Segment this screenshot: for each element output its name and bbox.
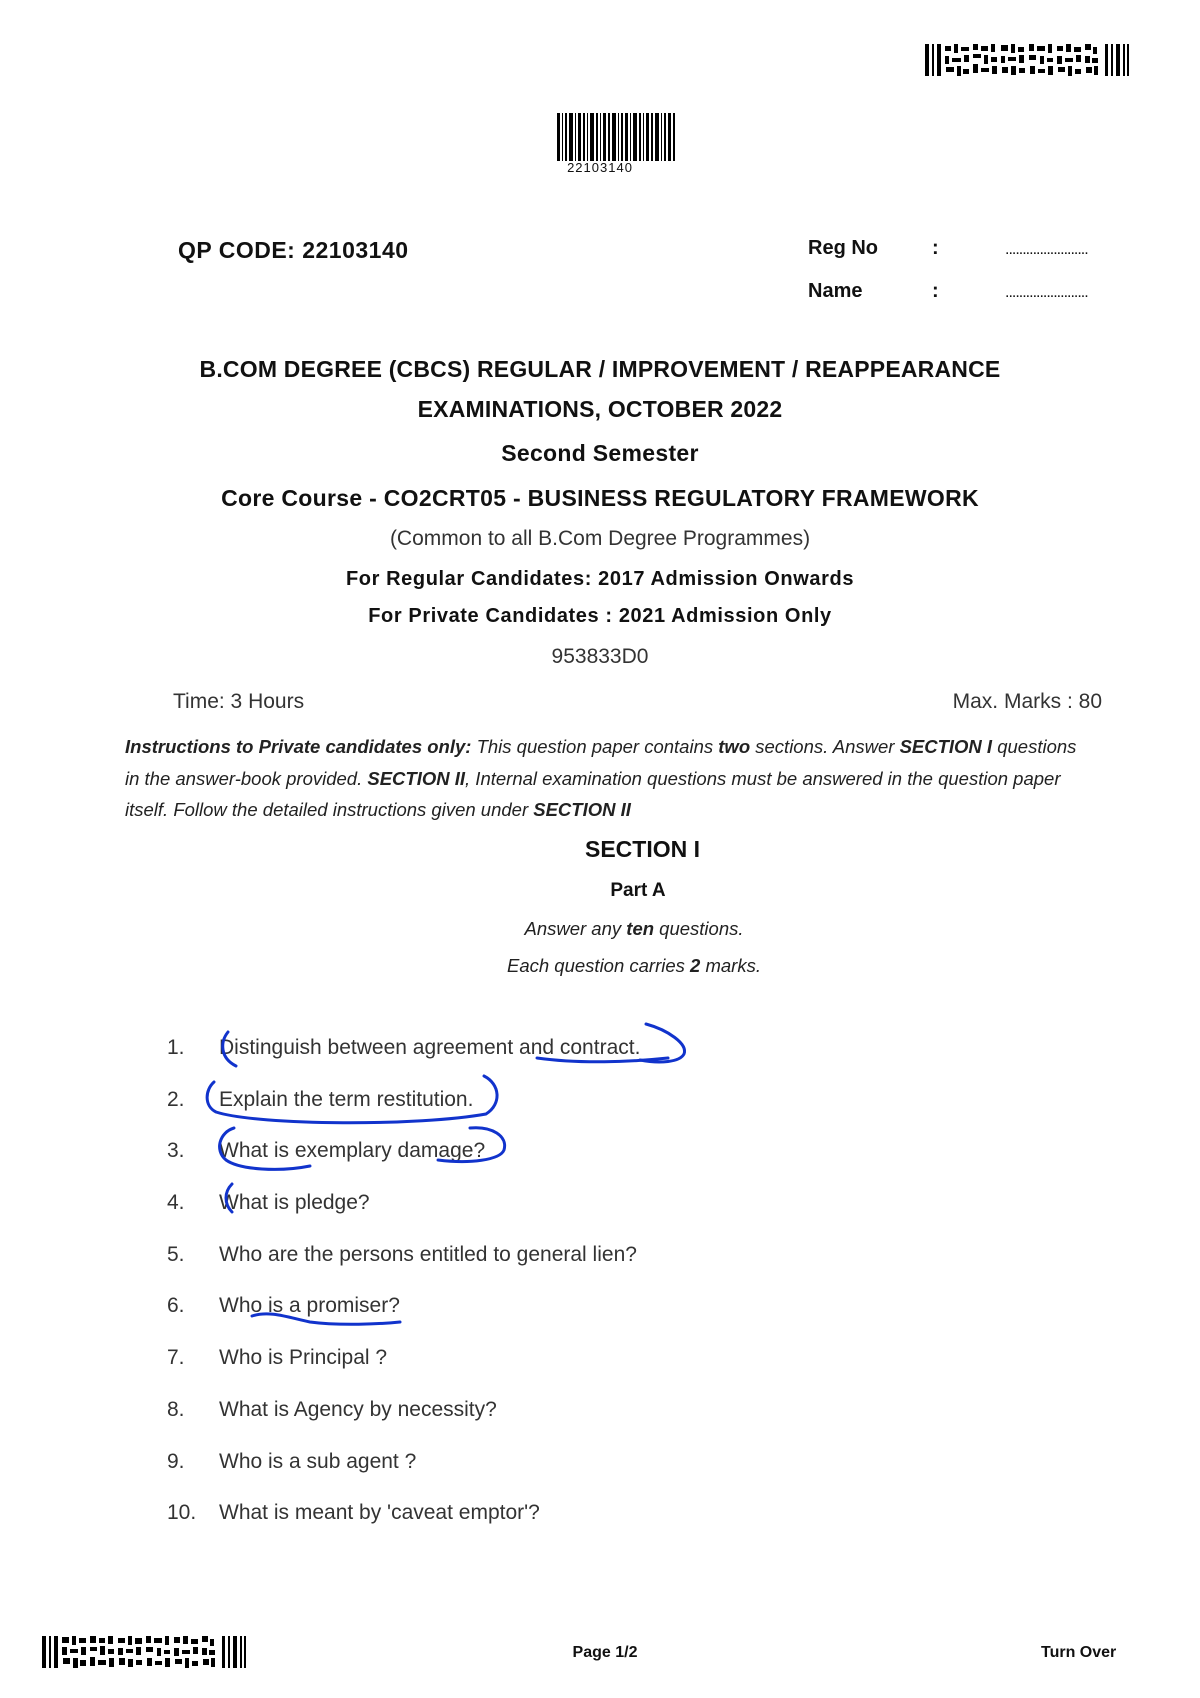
section-title: SECTION I xyxy=(584,836,700,862)
name-label: Name xyxy=(808,280,863,302)
ink-circle-q1 xyxy=(640,1024,685,1062)
instructions-bold: SECTION II xyxy=(367,767,466,789)
question-text: What is pledge? xyxy=(219,1191,370,1214)
question-text: Explain the term restitution. xyxy=(219,1088,474,1111)
time-label: Time: 3 Hours xyxy=(173,690,305,713)
question-text: What is meant by 'caveat emptor'? xyxy=(219,1501,540,1524)
answer-text: questions. xyxy=(654,918,744,939)
top-right-barcode xyxy=(925,44,1129,76)
marks-bold: 2 xyxy=(690,955,701,976)
instructions-bold: SECTION II xyxy=(533,799,631,820)
exam-title-line2: EXAMINATIONS, OCTOBER 2022 xyxy=(417,396,783,422)
question-text: Who is Principal ? xyxy=(219,1346,388,1369)
question-text: Who is a promiser? xyxy=(219,1294,400,1317)
instructions-lead: Instructions to Private candidates only: xyxy=(125,736,472,757)
question-text: Who is a sub agent ? xyxy=(219,1450,417,1473)
reg-no-label: Reg No xyxy=(808,237,878,259)
barcode-bars xyxy=(557,113,675,161)
question-number: 7. xyxy=(167,1346,185,1369)
question-text: Who are the persons entitled to general lien? xyxy=(219,1243,637,1266)
question-number: 5. xyxy=(167,1243,185,1266)
reg-no-colon: : xyxy=(932,237,939,259)
regular-candidates: For Regular Candidates: 2017 Admission Onwards xyxy=(345,568,855,590)
barcode-graphic xyxy=(925,44,1129,76)
name-blank: ........................ xyxy=(1005,284,1088,301)
answer-instruction xyxy=(0,918,1200,940)
question-number: 8. xyxy=(167,1398,185,1421)
question-number: 1. xyxy=(167,1036,185,1059)
marks-text: marks. xyxy=(700,955,761,976)
exam-title-line1: B.COM DEGREE (CBCS) REGULAR / IMPROVEMENT / REAPPEARANCE xyxy=(199,356,1001,382)
question-number: 3. xyxy=(167,1139,185,1162)
answer-bold: ten xyxy=(626,918,655,939)
max-marks: Max. Marks : 80 xyxy=(952,690,1102,713)
name-colon: : xyxy=(932,280,939,302)
page-number: Page 1/2 xyxy=(572,1644,638,1661)
instructions-text: , Internal examination questions must be answered in the question paper itself. Follow the detailed instructions given under xyxy=(125,767,1061,820)
course-title: Core Course - CO2CRT05 - BUSINESS REGULATORY FRAMEWORK xyxy=(221,485,979,511)
question-number: 9. xyxy=(167,1450,185,1473)
barcode-number: 22103140 xyxy=(567,160,633,175)
instructions-text: questions in the answer-book provided. xyxy=(125,736,1077,789)
question-text: What is exemplary damage? xyxy=(219,1139,486,1162)
question-number: 10. xyxy=(167,1501,197,1524)
semester: Second Semester xyxy=(501,440,699,466)
paper-code: 953833D0 xyxy=(551,645,649,668)
answer-text: Answer any xyxy=(524,918,627,939)
common-note: (Common to all B.Com Degree Programmes) xyxy=(389,527,811,550)
center-barcode xyxy=(557,113,675,161)
instructions-bold: SECTION I xyxy=(899,736,993,757)
question-number: 6. xyxy=(167,1294,185,1317)
marks-text: Each question carries xyxy=(507,955,691,976)
private-instructions xyxy=(125,731,1085,826)
question-number: 2. xyxy=(167,1088,185,1111)
turn-over: Turn Over xyxy=(1041,1644,1117,1661)
private-candidates: For Private Candidates : 2021 Admission Only xyxy=(368,605,832,627)
question-number: 4. xyxy=(167,1191,185,1214)
reg-no-blank: ........................ xyxy=(1005,241,1088,258)
question-text: Distinguish between agreement and contract. xyxy=(219,1036,641,1059)
part-title: Part A xyxy=(610,880,666,901)
question-text: What is Agency by necessity? xyxy=(219,1398,497,1421)
marks-instruction xyxy=(0,955,1200,977)
instructions-text: This question paper contains xyxy=(471,736,719,757)
instructions-bold: two xyxy=(718,736,751,757)
instructions-text: sections. Answer xyxy=(750,736,900,757)
qp-code: QP CODE: 22103140 xyxy=(178,237,409,263)
